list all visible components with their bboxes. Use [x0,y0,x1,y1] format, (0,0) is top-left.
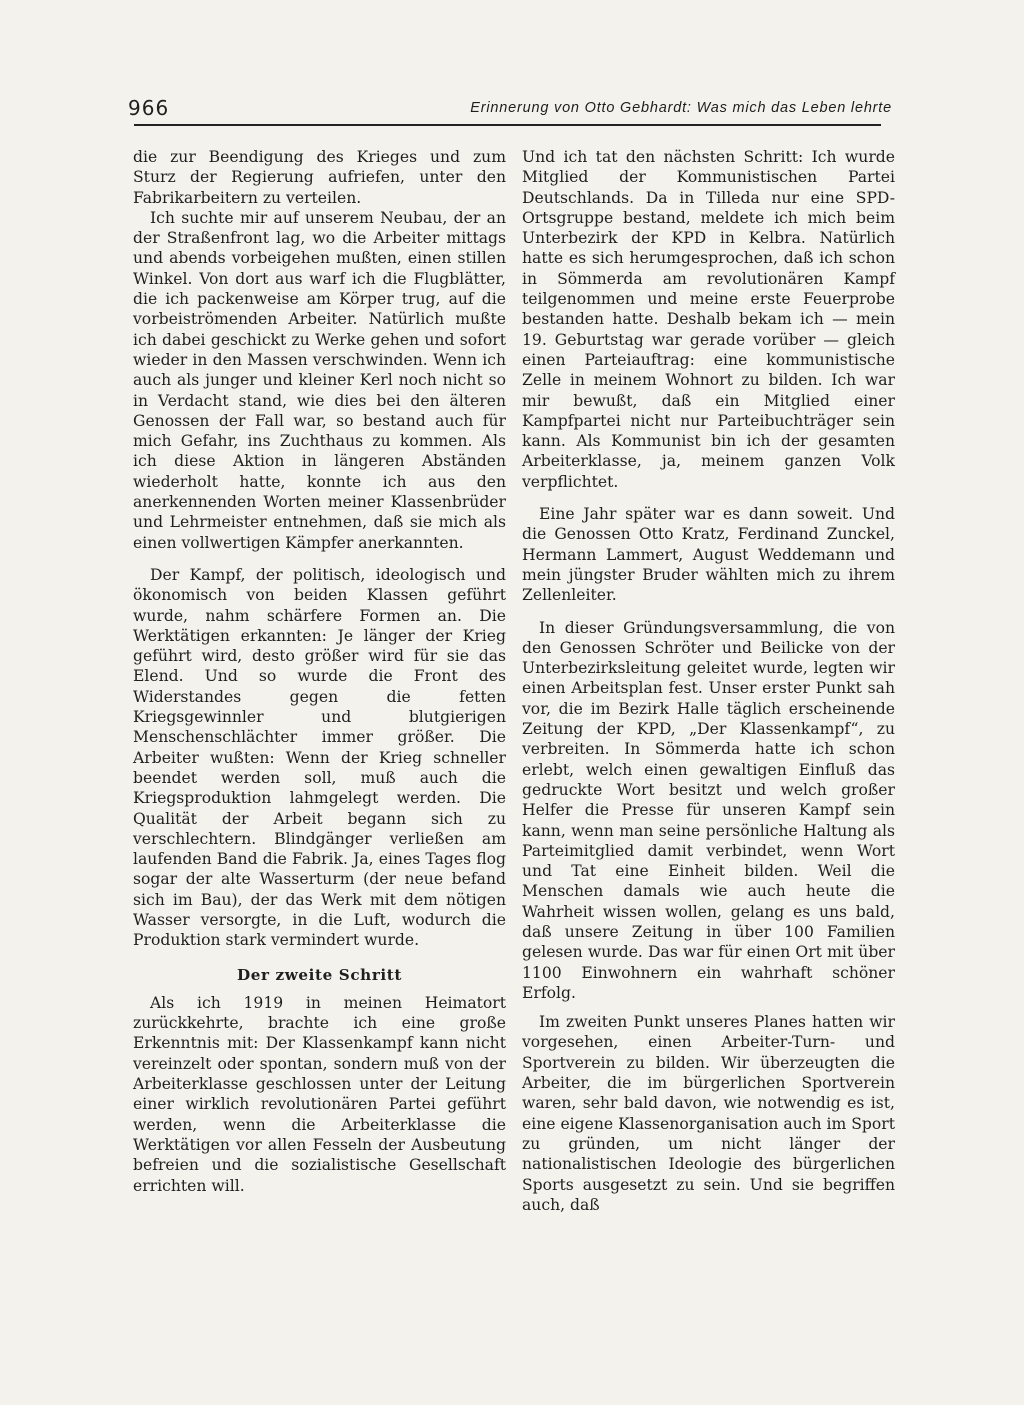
paragraph: die zur Beendigung des Krieges und zum Sturz der Regierung aufriefen, unter den Fabrikarbeitern zu verteilen. [133,148,506,207]
paragraph: Der Kampf, der politisch, ideologisch und ökonomisch von beiden Klassen geführt wurde, nahm schärfere Formen an. Die Werktätigen erkannten: Je länger der Krieg geführt wird, desto größer wird für sie das Elend. Und so wurde die Front des Widerstandes gegen die fetten Kriegsgewinnler und blutgierigen Menschenschlächter immer größer. Die Arbeiter wußten: Wenn der Krieg schneller beendet werden soll, muß auch die Kriegsproduktion lahmgelegt werden. Die Qualität der Arbeit begann sich zu verschlechtern. Blindgänger verließen am laufenden Band die Fabrik. Ja, eines Tages flog sogar der alte Wasserturm (der neue befand sich im Bau), der das Werk mit dem nötigen Wasser versorgte, in die Luft, wodurch die Produktion stark vermindert wurde. [133,565,506,950]
right-column [522,147,895,1215]
paragraph: Eine Jahr später war es dann soweit. Und die Genossen Otto Kratz, Ferdinand Zunckel, Hermann Lammert, August Weddemann und mein jüngster Bruder wählten mich zu ihrem Zellenleiter. [522,505,895,605]
paragraph: Und ich tat den nächsten Schritt: Ich wurde Mitglied der Kommunistischen Partei Deutschlands. Da in Tilleda nur eine SPD-Ortsgruppe bestand, meldete ich mich beim Unterbezirk der KPD in Kelbra. Natürlich hatte es sich herumgesprochen, daß ich schon in Sömmerda am revolutionären Kampf teilgenommen und meine erste Feuerprobe bestanden hatte. Deshalb bekam ich — mein 19. Geburtstag war gerade vorüber — gleich einen Parteiauftrag: eine kommunistische Zelle in meinem Wohnort zu bilden. Ich war mir bewußt, daß ein Mitglied einer Kampfpartei nicht nur Parteibuchträger sein kann. Als Kommunist bin ich der gesamten Arbeiterklasse, ja, meinem ganzen Volk verpflichtet. [522,148,895,491]
header-divider [134,124,881,126]
running-title: Erinnerung von Otto Gebhardt: Was mich das Leben lehrte [470,100,892,116]
paragraph: In dieser Gründungsversammlung, die von den Genossen Schröter und Beilicke von der Unterbezirksleitung geleitet wurde, legten wir einen Arbeitsplan fest. Unser erster Punkt sah vor, die im Bezirk Halle täglich erscheinende Zeitung der KPD, „Der Klassenkampf“, zu verbreiten. In Sömmerda hatte ich schon erlebt, welch einen gewaltigen Einfluß das gedruckte Wort besitzt und welch großer Helfer die Presse für unseren Kampf sein kann, wenn man seine persönliche Haltung als Parteimitglied damit verbindet, wenn Wort und Tat eine Einheit bilden. Weil die Menschen damals wie auch heute die Wahrheit wissen wollen, gelang es uns bald, daß unsere Zeitung in über 100 Familien gelesen wurde. Das war für einen Ort mit über 1100 Einwohnern ein wahrhaft schöner Erfolg. [522,618,895,1002]
page-header [128,96,892,126]
paragraph: Ich suchte mir auf unserem Neubau, der an der Straßenfront lag, wo die Arbeiter mittags und abends vorbeigehen mußten, einen stillen Winkel. Von dort aus warf ich die Flugblätter, die ich packenweise am Körper trug, auf die vorbeiströmenden Arbeiter. Natürlich mußte ich dabei geschickt zu Werke gehen und sofort wieder in den Massen verschwinden. Wenn ich auch als junger und kleiner Kerl noch nicht so in Verdacht stand, wie dies bei den älteren Genossen der Fall war, so bestand auch für mich Gefahr, ins Zuchthaus zu kommen. Als ich diese Aktion in längeren Abständen wiederholt hatte, konnte ich aus den anerkennenden Worten meiner Klassenbrüder und Lehrmeister entnehmen, daß sie mich als einen vollwertigen Kämpfer anerkannten. [133,208,506,552]
paragraph: Als ich 1919 in meinen Heimatort zurückkehrte, brachte ich eine große Erkenntnis mit: Der Klassenkampf kann nicht vereinzelt oder spontan, sondern muß von der Arbeiterklasse geschlossen unter der Leitung einer wirklich revolutionären Partei geführt werden, wenn die Arbeiterklasse die Werktätigen vor allen Fesseln der Ausbeutung befreien und die sozialistische Gesellschaft errichten will. [133,993,506,1195]
section-heading: Der zweite Schritt [236,965,403,984]
page-number: 966 [128,96,170,120]
left-column [133,147,506,1196]
paragraph: Im zweiten Punkt unseres Planes hatten wir vorgesehen, einen Arbeiter-Turn- und Sportverein zu bilden. Wir überzeugten die Arbeiter, die im bürgerlichen Sportverein waren, sehr bald davon, wie notwendig es ist, eine eigene Klassenorganisation auch im Sport zu gründen, um nicht länger der nationalistischen Ideologie des bürgerlichen Sports ausgesetzt zu sein. Und sie begriffen auch, daß [522,1013,895,1214]
